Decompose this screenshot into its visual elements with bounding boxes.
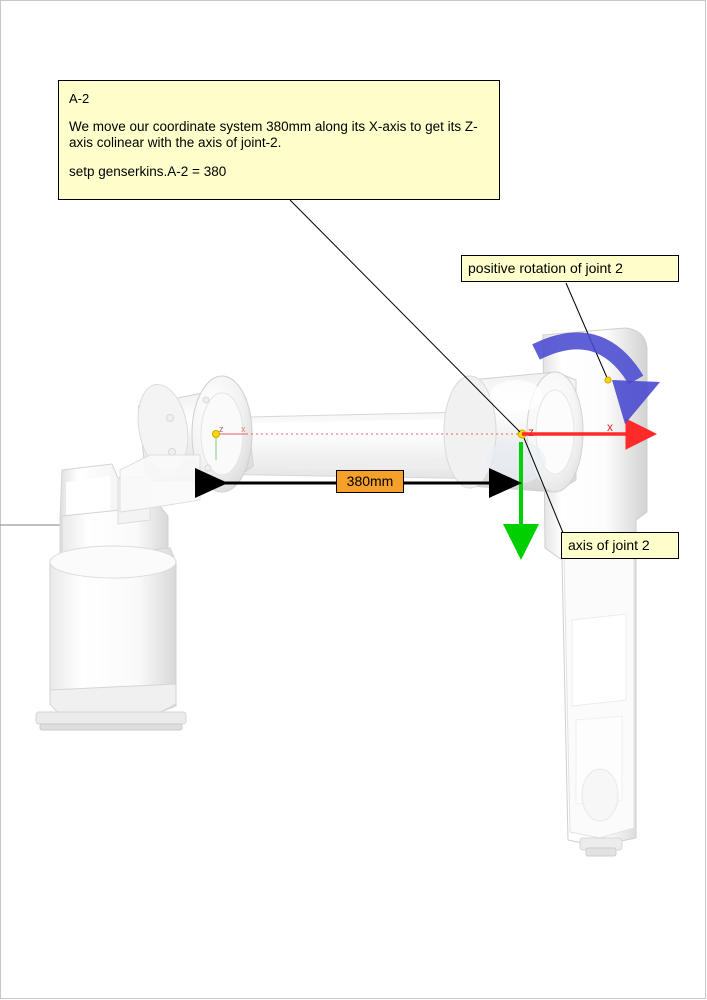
axis-label-right-x: x: [607, 420, 613, 434]
callout-a2-body: We move our coordinate system 380mm along its X-axis to get its Z-axis colinear with the axis of joint-2.: [69, 119, 478, 151]
axis-label-right-z: z: [528, 425, 534, 439]
callout-a2-heading: A-2: [69, 91, 90, 106]
callout-axis-of-joint-2: axis of joint 2: [561, 532, 679, 559]
axis-label-left-z: z: [219, 424, 224, 434]
dimension-label-380mm: 380mm: [336, 470, 404, 493]
axis-label-left-x: x: [241, 424, 246, 434]
callout-a2: [58, 80, 500, 200]
callout-a2-command: setp genserkins.A-2 = 380: [69, 163, 227, 179]
callout-positive-rotation: positive rotation of joint 2: [461, 255, 679, 282]
